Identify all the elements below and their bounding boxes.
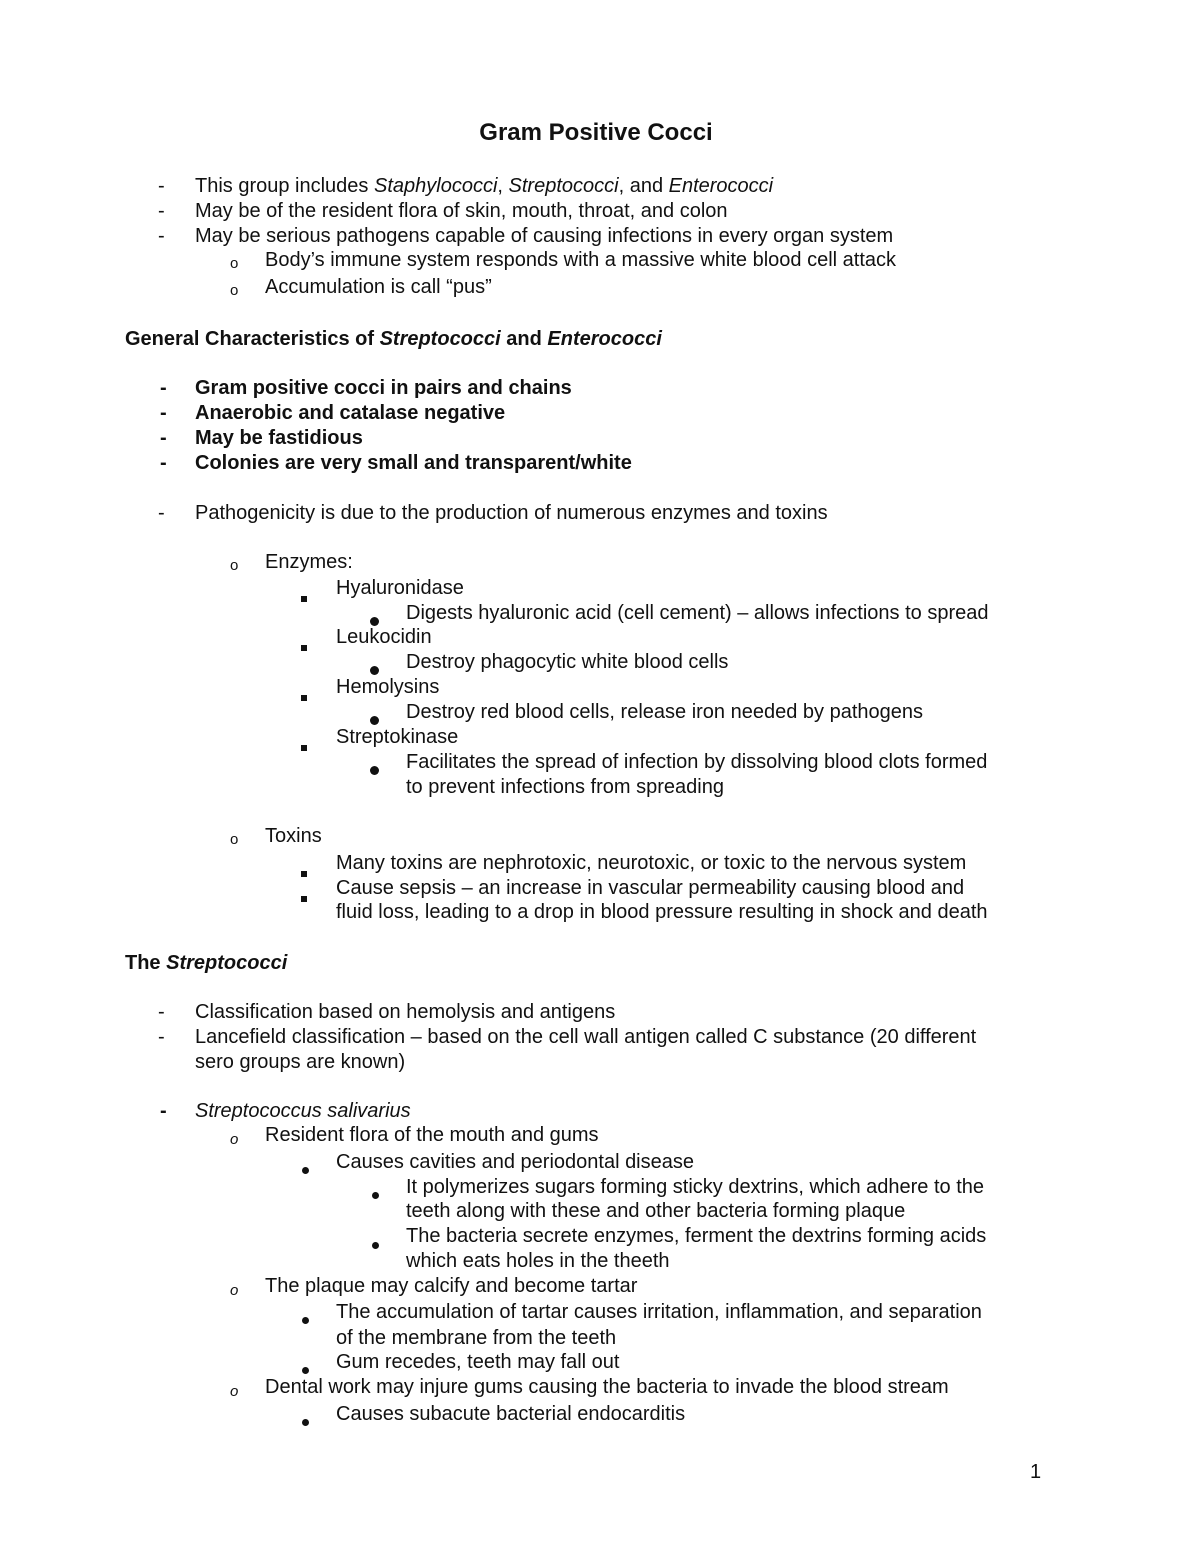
dash-bullet: - xyxy=(158,200,165,222)
toxin-item-cont: fluid loss, leading to a drop in blood pressure resulting in shock and death xyxy=(336,901,988,923)
section-heading-streptococci: The Streptococci xyxy=(125,952,288,974)
species-salivarius: Streptococcus salivarius xyxy=(195,1100,411,1122)
salivarius-detail-cont: which eats holes in the theeth xyxy=(406,1250,670,1272)
enzyme-hyaluronidase: Hyaluronidase xyxy=(336,577,464,599)
dash-bullet: - xyxy=(160,452,167,474)
intro-line-1: This group includes Staphylococci, Streptococci, and Enterococci xyxy=(195,175,774,197)
enzyme-leukocidin-desc: Destroy phagocytic white blood cells xyxy=(406,651,729,673)
dash-bullet: - xyxy=(158,175,165,197)
circle-bullet-icon: o xyxy=(230,831,239,848)
enzyme-streptokinase: Streptokinase xyxy=(336,726,459,748)
characteristic-item: Colonies are very small and transparent/white xyxy=(195,452,632,474)
enzyme-leukocidin: Leukocidin xyxy=(336,626,432,648)
salivarius-detail: It polymerizes sugars forming sticky dextrins, which adhere to the xyxy=(406,1176,985,1198)
page-title: Gram Positive Cocci xyxy=(479,119,713,146)
dot-bullet-icon xyxy=(370,757,379,782)
toxins-label: Toxins xyxy=(265,825,322,847)
enzyme-hemolysins: Hemolysins xyxy=(336,676,440,698)
salivarius-subpoint-cont: of the membrane from the teeth xyxy=(336,1327,617,1349)
salivarius-subpoint: The accumulation of tartar causes irritation, inflammation, and separation xyxy=(336,1301,982,1323)
dash-bullet: - xyxy=(158,1001,165,1023)
square-bullet-icon xyxy=(301,733,307,758)
dash-bullet: - xyxy=(160,377,167,399)
circle-bullet-icon: o xyxy=(230,255,239,272)
circle-bullet-icon: o xyxy=(230,1383,239,1400)
dash-bullet: - xyxy=(158,225,165,247)
enzyme-streptokinase-desc-cont: to prevent infections from spreading xyxy=(406,776,724,798)
salivarius-detail-cont: teeth along with these and other bacteria forming plaque xyxy=(406,1200,906,1222)
characteristic-item: May be fastidious xyxy=(195,427,363,449)
dot-bullet-icon xyxy=(372,1181,379,1206)
dash-bullet: - xyxy=(160,427,167,449)
dash-bullet: - xyxy=(158,1026,165,1048)
circle-bullet-icon: o xyxy=(230,282,239,299)
salivarius-subpoint: Gum recedes, teeth may fall out xyxy=(336,1351,620,1373)
square-bullet-icon xyxy=(301,683,307,708)
circle-bullet-icon: o xyxy=(230,1282,239,1299)
circle-bullet-icon: o xyxy=(230,1131,239,1148)
enzymes-label: Enzymes: xyxy=(265,551,353,573)
square-bullet-icon xyxy=(301,884,307,909)
classification-line: Classification based on hemolysis and antigens xyxy=(195,1001,616,1023)
square-bullet-icon xyxy=(301,859,307,884)
enzyme-hemolysins-desc: Destroy red blood cells, release iron needed by pathogens xyxy=(406,701,923,723)
section-heading-general: General Characteristics of Streptococci and Enterococci xyxy=(125,328,662,350)
dot-bullet-icon xyxy=(372,1231,379,1256)
toxin-item: Cause sepsis – an increase in vascular permeability causing blood and xyxy=(336,877,965,899)
dot-bullet-icon xyxy=(302,1306,309,1331)
lancefield-line-cont: sero groups are known) xyxy=(195,1051,406,1073)
salivarius-point: Resident flora of the mouth and gums xyxy=(265,1124,599,1146)
pathogenicity-line: Pathogenicity is due to the production of numerous enzymes and toxins xyxy=(195,502,828,524)
salivarius-point: The plaque may calcify and become tartar xyxy=(265,1275,638,1297)
square-bullet-icon xyxy=(301,584,307,609)
characteristic-item: Anaerobic and catalase negative xyxy=(195,402,506,424)
square-bullet-icon xyxy=(301,633,307,658)
characteristic-item: Gram positive cocci in pairs and chains xyxy=(195,377,572,399)
enzyme-hyaluronidase-desc: Digests hyaluronic acid (cell cement) – allows infections to spread xyxy=(406,602,989,624)
salivarius-subpoint: Causes cavities and periodontal disease xyxy=(336,1151,694,1173)
salivarius-subpoint: Causes subacute bacterial endocarditis xyxy=(336,1403,686,1425)
dash-bullet: - xyxy=(160,402,167,424)
dash-bullet: - xyxy=(160,1100,167,1122)
intro-sub-2: Accumulation is call “pus” xyxy=(265,276,492,298)
circle-bullet-icon: o xyxy=(230,557,239,574)
dash-bullet: - xyxy=(158,502,165,524)
intro-sub-1: Body’s immune system responds with a massive white blood cell attack xyxy=(265,249,897,271)
lancefield-line: Lancefield classification – based on the cell wall antigen called C substance (20 different xyxy=(195,1026,977,1048)
dot-bullet-icon xyxy=(302,1408,309,1433)
salivarius-detail: The bacteria secrete enzymes, ferment the dextrins forming acids xyxy=(406,1225,987,1247)
enzyme-streptokinase-desc: Facilitates the spread of infection by dissolving blood clots formed xyxy=(406,751,988,773)
dot-bullet-icon xyxy=(302,1156,309,1181)
toxin-item: Many toxins are nephrotoxic, neurotoxic, or toxic to the nervous system xyxy=(336,852,967,874)
page-number: 1 xyxy=(1030,1461,1042,1483)
intro-line-3: May be serious pathogens capable of causing infections in every organ system xyxy=(195,225,894,247)
intro-line-2: May be of the resident flora of skin, mouth, throat, and colon xyxy=(195,200,728,222)
salivarius-point: Dental work may injure gums causing the bacteria to invade the blood stream xyxy=(265,1376,949,1398)
